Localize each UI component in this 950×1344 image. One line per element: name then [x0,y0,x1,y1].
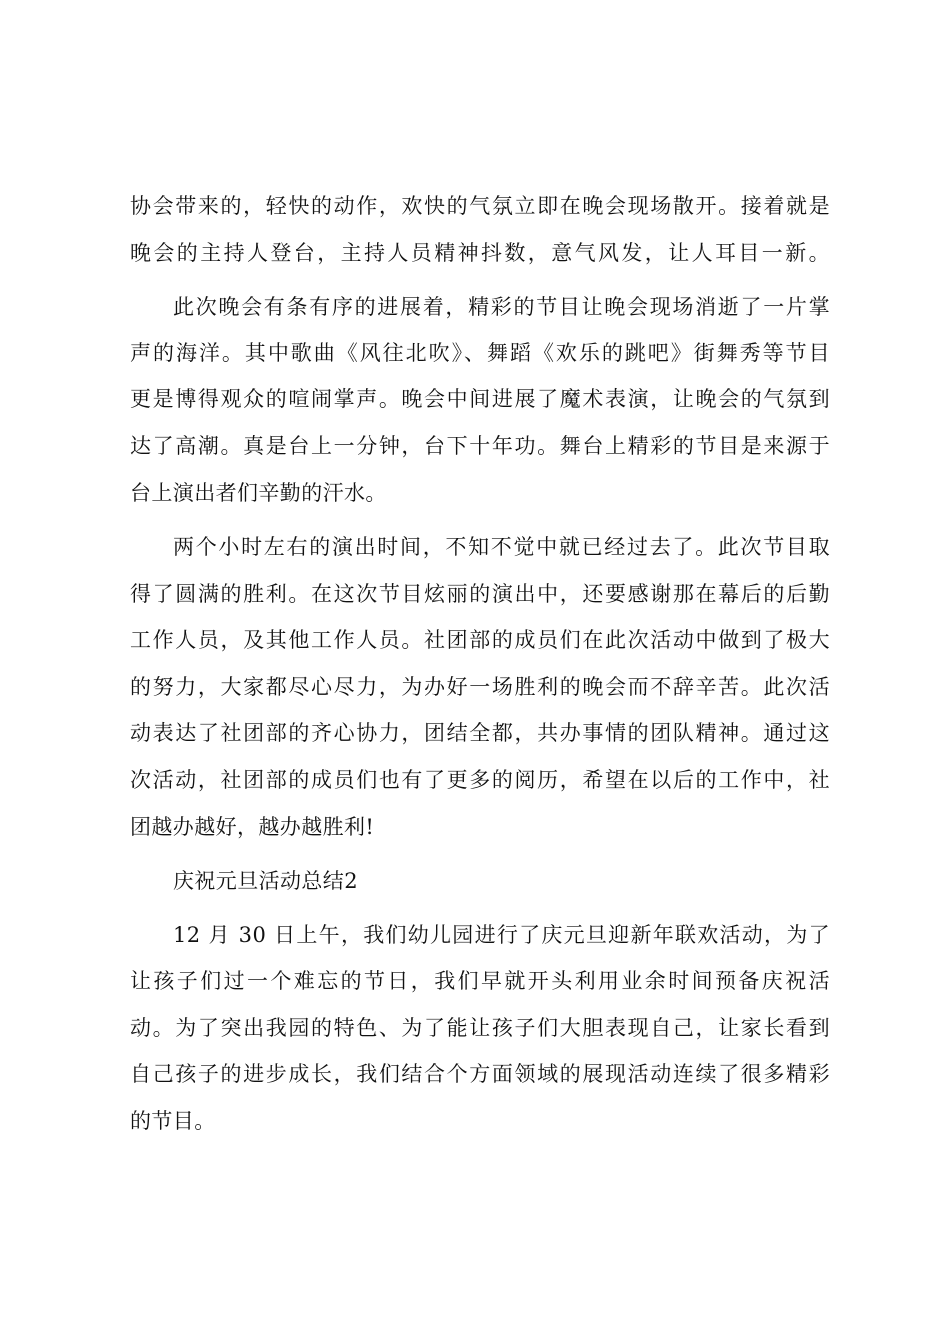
paragraph-line: 的节目。 [130,1109,216,1133]
paragraph-line: 12 月 30 日上午，我们幼儿园进行了庆元旦迎新年联欢活动，为了 [173,923,830,947]
paragraph-line: 达了高潮。真是台上一分钟，台下十年功。舞台上精彩的节目是来源于 [130,434,830,458]
paragraph-line: 协会带来的，轻快的动作，欢快的气氛立即在晚会现场散开。接着就是 [130,194,830,218]
paragraph-line: 动表达了社团部的齐心协力，团结全都，共办事情的团队精神。通过这 [130,721,830,745]
paragraph-line: 更是博得观众的喧闹掌声。晚会中间进展了魔术表演，让晚会的气氛到 [130,387,830,411]
paragraph-line: 台上演出者们辛勤的汗水。 [130,481,387,505]
paragraph-line: 次活动，社团部的成员们也有了更多的阅历，希望在以后的工作中，社 [130,768,830,792]
paragraph-line: 的努力，大家都尽心尽力，为办好一场胜利的晚会而不辞辛苦。此次活 [130,675,830,699]
paragraph-line: 此次晚会有条有序的进展着，精彩的节目让晚会现场消逝了一片掌 [173,295,830,319]
section-heading: 庆祝元旦活动总结2 [173,869,358,893]
paragraph-line: 两个小时左右的演出时间，不知不觉中就已经过去了。此次节目取 [173,535,830,559]
paragraph-line: 得了圆满的胜利。在这次节目炫丽的演出中，还要感谢那在幕后的后勤 [130,582,830,606]
paragraph-line: 晚会的主持人登台，主持人员精神抖数，意气风发，让人耳目一新。 [130,241,830,265]
paragraph-line: 让孩子们过一个难忘的节日，我们早就开头利用业余时间预备庆祝活 [130,969,830,993]
paragraph-line: 自己孩子的进步成长，我们结合个方面领域的展现活动连续了很多精彩 [130,1062,830,1086]
paragraph-line: 动。为了突出我园的特色、为了能让孩子们大胆表现自己，让家长看到 [130,1016,830,1040]
paragraph-line: 声的海洋。其中歌曲《风往北吹》、舞蹈《欢乐的跳吧》街舞秀等节目 [130,341,830,365]
paragraph-line: 团越办越好，越办越胜利! [130,815,375,839]
paragraph-line: 工作人员，及其他工作人员。社团部的成员们在此次活动中做到了极大 [130,628,830,652]
